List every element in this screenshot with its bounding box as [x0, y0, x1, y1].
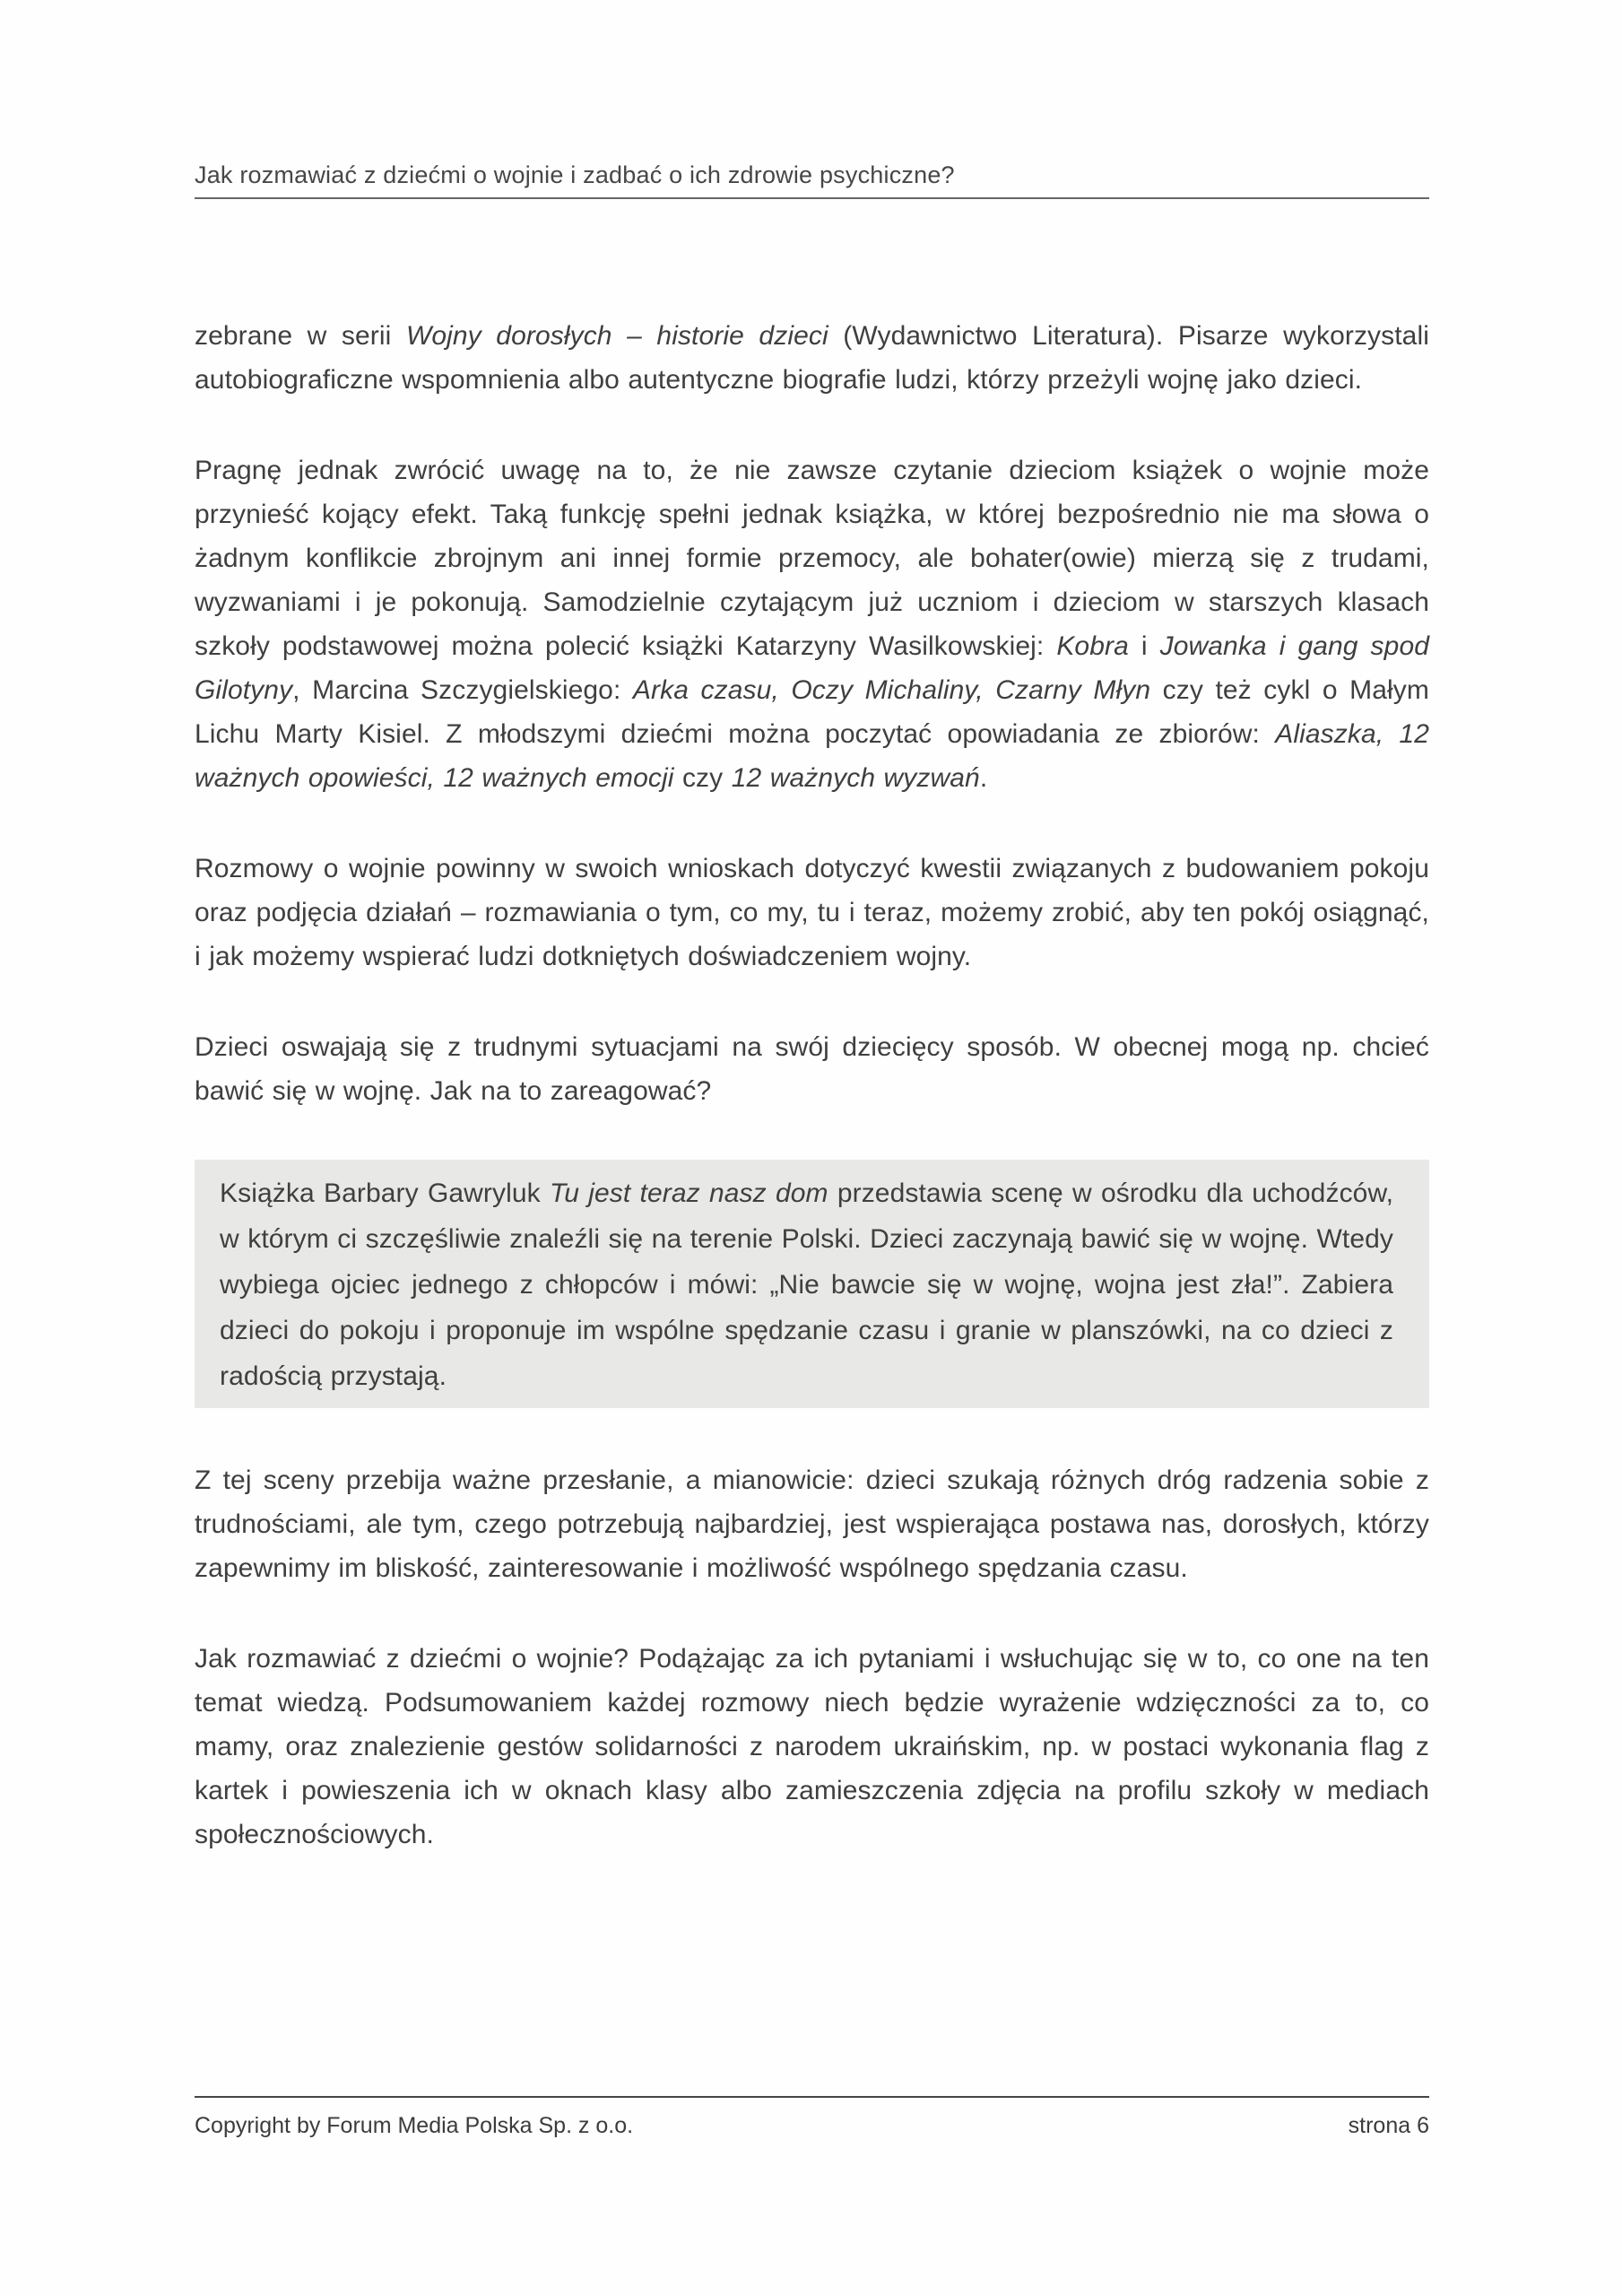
- page-footer: [195, 2096, 1429, 2139]
- text-run: Książka Barbary Gawryluk: [220, 1178, 550, 1208]
- italic-run: Wojny dorosłych – historie dzieci: [405, 321, 828, 351]
- text-run: Jak rozmawiać z dziećmi o wojnie? Podążając za ich pytaniami i wsłuchując się w to, co one na ten temat wiedzą. Podsumowaniem każdej rozmowy niech będzie wyrażenie wdzięczności za to, co mamy, oraz znalezienie gestów solidarności z narodem ukraińskim, np. w postaci wykonania flag z kartek i powieszenia ich w oknach klasy albo zamieszczenia zdjęcia na profilu szkoły w mediach społecznościowych.: [195, 1644, 1429, 1849]
- text-run: przedstawia scenę w ośrodku dla uchodźców, w którym ci szczęśliwie znaleźli się na terenie Polski. Dzieci zaczynają bawić się w wojnę. Wtedy wybiega ojciec jednego z chłopców i mówi: „Nie bawcie się w wojnę, wojna jest zła!”. Zabiera dzieci do pokoju i proponuje im wspólne spędzanie czasu i granie w planszówki, na co dzieci z radością przystają.: [220, 1178, 1393, 1391]
- italic-run: Aliaszka, 12 ważnych opowieści, 12 ważnych emocji: [195, 719, 1429, 793]
- text-run: (Wydawnictwo Literatura). Pisarze wykorzystali autobiograficzne wspomnienia albo autentyczne biografie ludzi, którzy przeżyli wojnę jako dzieci.: [195, 321, 1429, 395]
- paragraph: [195, 1458, 1429, 1590]
- paragraph: [195, 314, 1429, 402]
- text-run: czy: [673, 763, 732, 793]
- italic-run: Jowanka i gang spod Gilotyny: [195, 631, 1430, 705]
- text-run: zebrane w serii: [195, 321, 406, 351]
- italic-run: Kobra: [1056, 631, 1129, 661]
- paragraph: [195, 1025, 1429, 1113]
- page-number: strona 6: [1348, 2113, 1429, 2138]
- highlight-box: [195, 1160, 1429, 1408]
- text-run: Pragnę jednak zwrócić uwagę na to, że nie zawsze czytanie dzieciom książek o wojnie może przynieść kojący efekt. Taką funkcję spełni jednak książka, w której bezpośrednio nie ma słowa o żadnym konflikcie zbrojnym ani innej formie przemocy, ale bohater(owie) mierzą się z trudami, wyzwaniami i je pokonują. Samodzielnie czytającym już uczniom i dzieciom w starszych klasach szkoły podstawowej można polecić książki Katarzyny Wasilkowskiej:: [195, 456, 1429, 661]
- italic-run: Arka czasu, Oczy Michaliny, Czarny Młyn: [632, 675, 1151, 705]
- paragraph: [195, 448, 1429, 800]
- text-run: i: [1128, 631, 1160, 661]
- text-run: Dzieci oswajają się z trudnymi sytuacjami na swój dziecięcy sposób. W obecnej mogą np. chcieć bawić się w wojnę. Jak na to zareagować?: [195, 1032, 1429, 1106]
- italic-run: Tu jest teraz nasz dom: [550, 1178, 828, 1208]
- paragraph: [195, 847, 1429, 978]
- page-body: [195, 314, 1429, 1903]
- running-head-title: Jak rozmawiać z dziećmi o wojnie i zadbać o ich zdrowie psychiczne?: [195, 161, 955, 188]
- italic-run: 12 ważnych wyzwań: [731, 763, 980, 793]
- text-run: Rozmowy o wojnie powinny w swoich wnioskach dotyczyć kwestii związanych z budowaniem pokoju oraz podjęcia działań – rozmawiania o tym, co my, tu i teraz, możemy zrobić, aby ten pokój osiągnąć, i jak możemy wspierać ludzi dotkniętych doświadczeniem wojny.: [195, 854, 1429, 971]
- text-run: Z tej sceny przebija ważne przesłanie, a mianowicie: dzieci szukają różnych dróg radzenia sobie z trudnościami, ale tym, czego potrzebują najbardziej, jest wspierająca postawa nas, dorosłych, którzy zapewnimy im bliskość, zainteresowanie i możliwość wspólnego spędzania czasu.: [195, 1465, 1429, 1583]
- page-header: [195, 160, 1429, 199]
- paragraph: [195, 1637, 1429, 1857]
- text-run: , Marcina Szczygielskiego:: [292, 675, 633, 705]
- text-run: .: [979, 763, 988, 793]
- text-run: czy też cykl o Małym Lichu Marty Kisiel. Z młodszymi dziećmi można poczytać opowiadania ze zbiorów:: [195, 675, 1429, 749]
- copyright-notice: Copyright by Forum Media Polska Sp. z o.o.: [195, 2113, 634, 2138]
